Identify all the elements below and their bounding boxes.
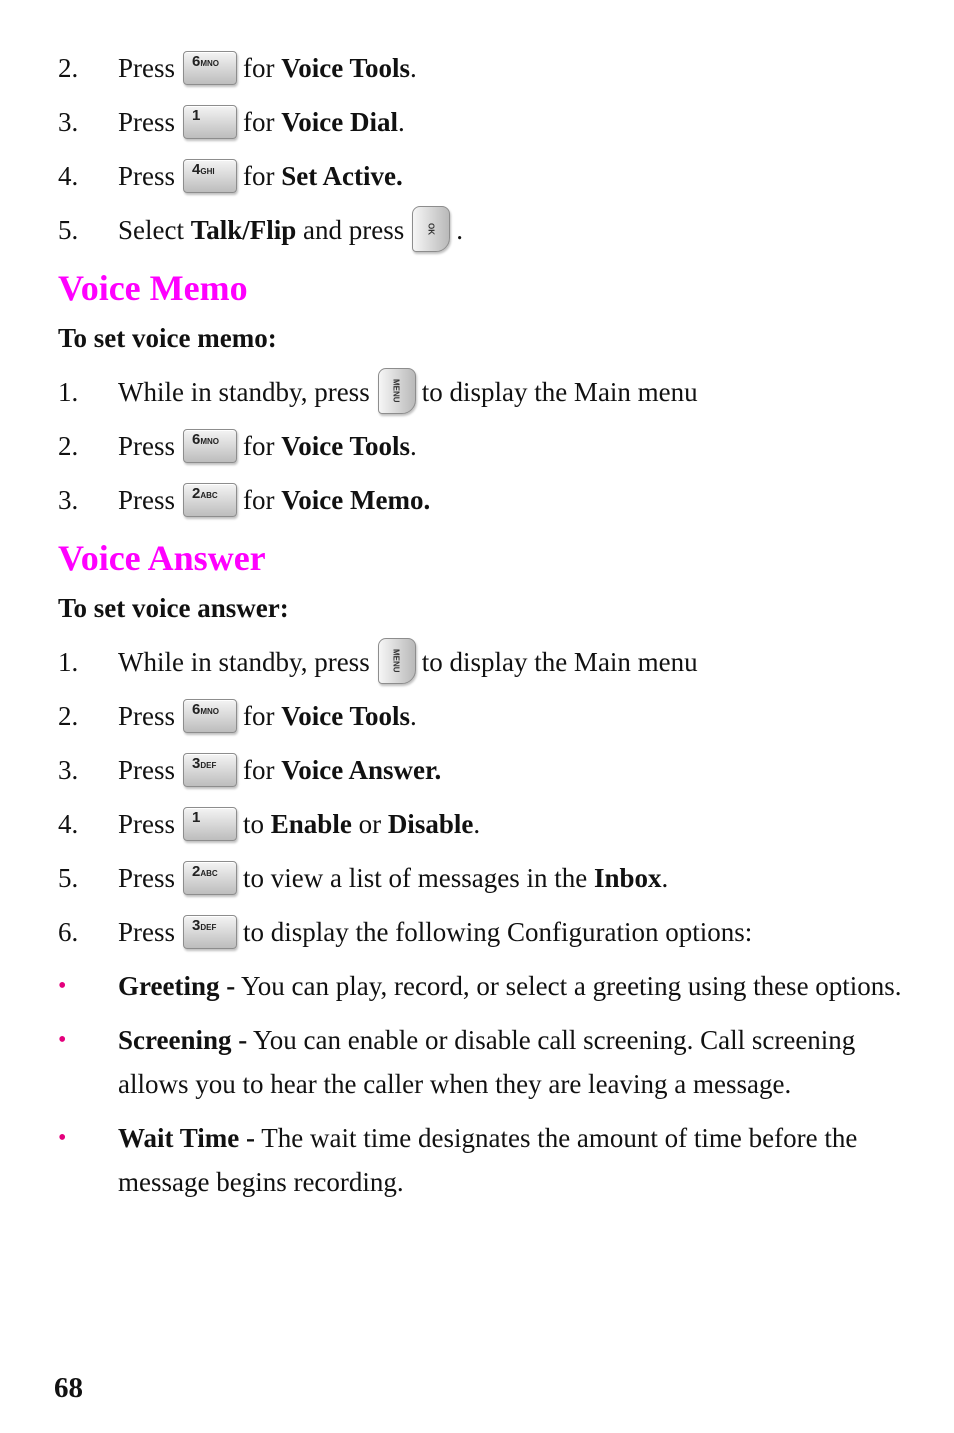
menu-key-icon: MENU	[378, 368, 416, 414]
step-answer-config: 6. Press 3DEF to display the following Configuration options:	[58, 916, 753, 947]
step-answer-enable: 4. Press 1 to Enable or Disable.	[58, 808, 481, 839]
bullet-greeting: • Greeting - You can play, record, or select a greeting using these options.	[58, 964, 914, 1008]
key-2-icon: 2ABC	[183, 483, 237, 517]
step-memo-voice-memo: 3. Press 2ABC for Voice Memo.	[58, 484, 431, 515]
step-answer-inbox: 5. Press 2ABC to view a list of messages in the Inbox.	[58, 862, 669, 893]
key-1-icon: 1	[183, 807, 237, 841]
bullet-icon: •	[58, 1125, 67, 1151]
section-heading-voice-answer: Voice Answer	[58, 538, 266, 578]
step-answer-voice-tools: 2. Press 6MNO for Voice Tools.	[58, 700, 417, 731]
bullet-icon: •	[58, 973, 67, 999]
step-memo-standby: 1. While in standby, press MENU to display the Main menu	[58, 370, 914, 414]
key-1-icon: 1	[183, 105, 237, 139]
key-2-icon: 2ABC	[183, 861, 237, 895]
key-6-icon: 6MNO	[183, 429, 237, 463]
step-voice-dial: 3. Press 1 for Voice Dial.	[58, 106, 405, 137]
bullet-wait-time: • Wait Time - The wait time designates the amount of time before the message begins recording.	[58, 1116, 914, 1204]
key-6-icon: 6MNO	[183, 699, 237, 733]
step-talk-flip: 5. Select Talk/Flip and press OK .	[58, 208, 914, 252]
step-voice-tools: 2. Press 6MNO for Voice Tools.	[58, 52, 417, 83]
key-3-icon: 3DEF	[183, 753, 237, 787]
bullet-icon: •	[58, 1027, 67, 1053]
subheading-voice-memo: To set voice memo:	[58, 323, 277, 353]
step-answer-voice-answer: 3. Press 3DEF for Voice Answer.	[58, 754, 442, 785]
subheading-voice-answer: To set voice answer:	[58, 593, 289, 623]
step-set-active: 4. Press 4GHI for Set Active.	[58, 160, 403, 191]
step-memo-voice-tools: 2. Press 6MNO for Voice Tools.	[58, 430, 417, 461]
page-number: 68	[54, 1372, 83, 1404]
key-4-icon: 4GHI	[183, 159, 237, 193]
menu-key-icon: MENU	[378, 638, 416, 684]
step-answer-standby: 1. While in standby, press MENU to display the Main menu	[58, 640, 914, 684]
section-heading-voice-memo: Voice Memo	[58, 268, 248, 308]
bullet-screening: • Screening - You can enable or disable call screening. Call screening allows you to hear the caller when they are leaving a message.	[58, 1018, 914, 1106]
key-6-icon: 6MNO	[183, 51, 237, 85]
ok-key-icon: OK	[412, 206, 450, 252]
key-3-icon: 3DEF	[183, 915, 237, 949]
